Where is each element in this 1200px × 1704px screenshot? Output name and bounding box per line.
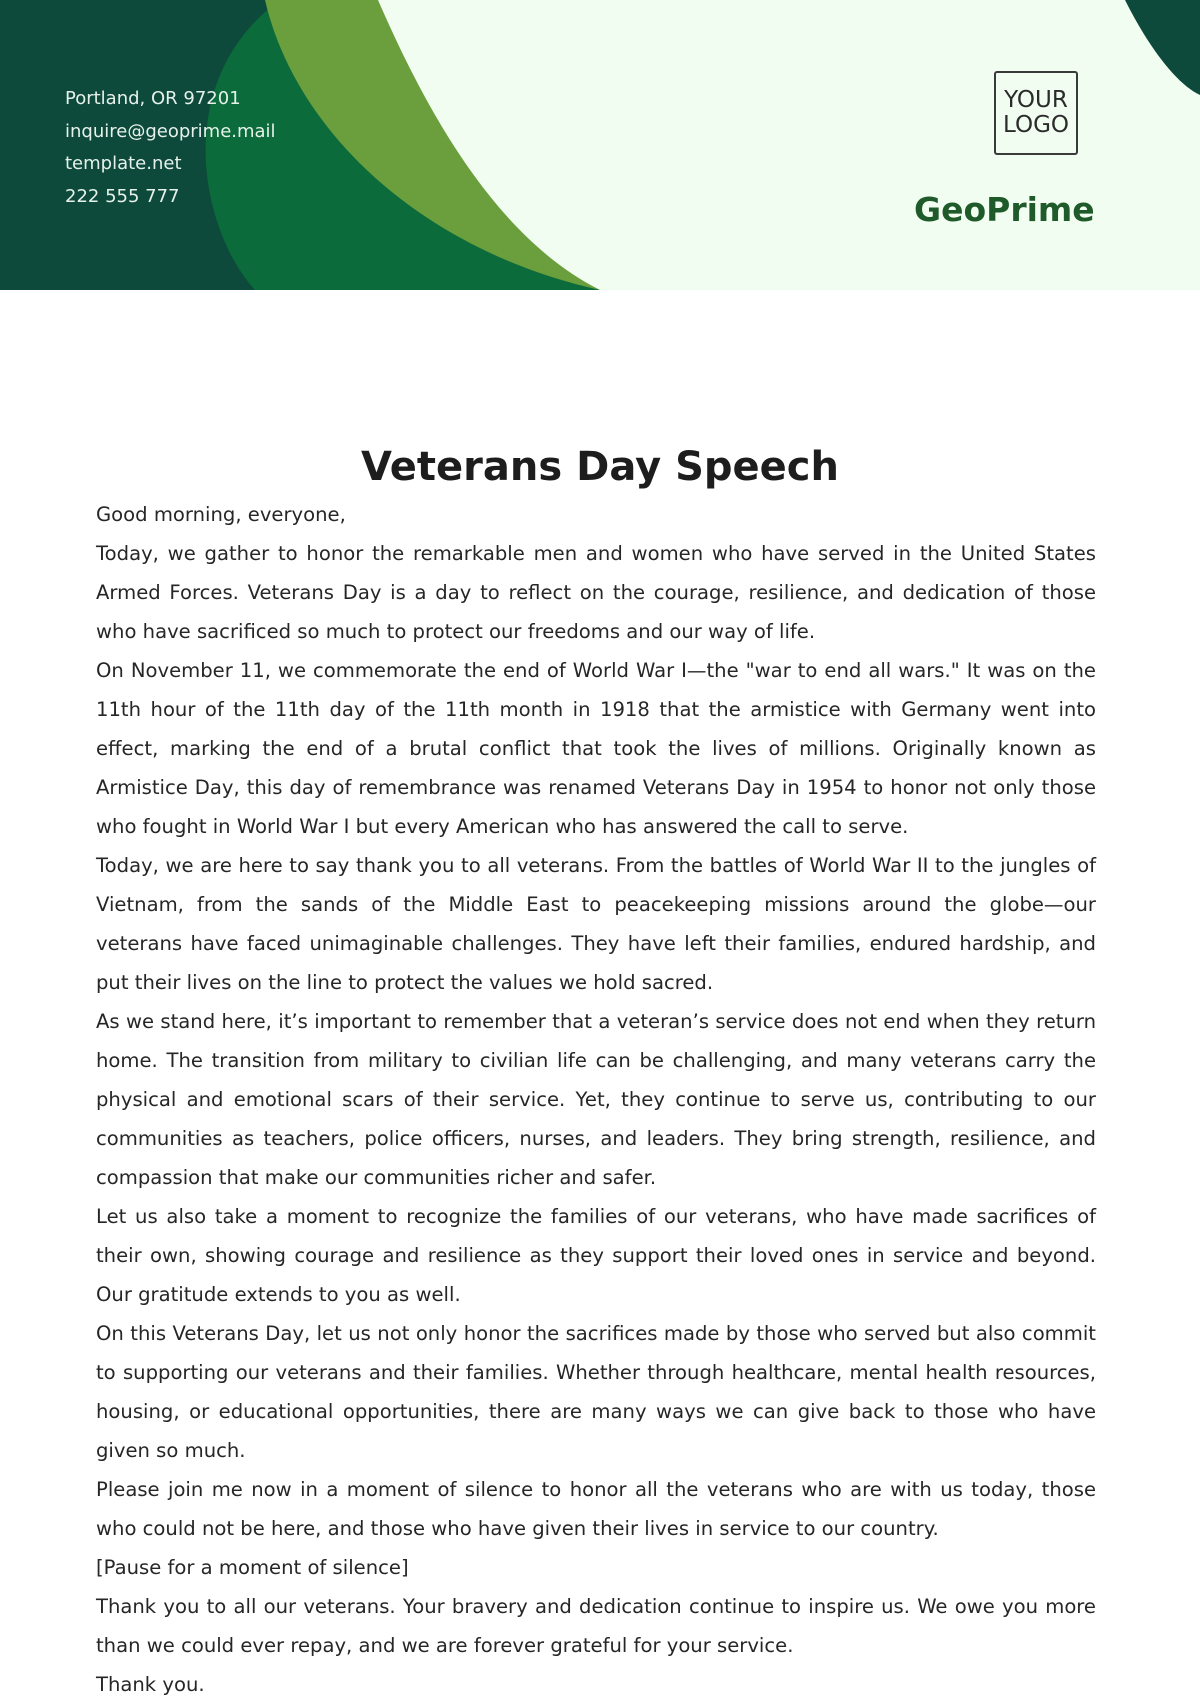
contact-address: Portland, OR 97201: [65, 88, 241, 109]
paragraph: Today, we gather to honor the remarkable men and women who have served in the United States Armed Forces. Veterans Day is a day to reflect on the courage, resilience, and dedication of those who have sacrificed so much to protect our freedoms and our way of life.: [96, 542, 1096, 643]
logo-text-line2: LOGO: [1002, 112, 1070, 138]
paragraph: As we stand here, it’s important to remember that a veteran’s service does not end when they return home. The transition from military to civilian life can be challenging, and many veterans carry the physical and emotional scars of their service. Yet, they continue to serve us, contributing to our communities as teachers, police officers, nurses, and leaders. They bring strength, resilience, and compassion that make our communities richer and safer.: [96, 1010, 1096, 1189]
paragraph: On November 11, we commemorate the end of World War I—the "war to end all wars." It was on the 11th hour of the 11th day of the 11th month in 1918 that the armistice with Germany went into effect, marking the end of a brutal conflict that took the lives of millions. Originally known as Armistice Day, this day of remembrance was renamed Veterans Day in 1954 to honor not only those who fought in World War I but every American who has answered the call to serve.: [96, 659, 1096, 838]
document-title: Veterans Day Speech: [361, 444, 839, 490]
speech-body: [96, 495, 1096, 1704]
paragraph-closing: Thank you.: [96, 1673, 205, 1696]
paragraph: Let us also take a moment to recognize the families of our veterans, who have made sacrifices of their own, showing courage and resilience as they support their loved ones in service and beyond. Our gratitude extends to you as well.: [96, 1205, 1096, 1306]
paragraph: Today, we are here to say thank you to all veterans. From the battles of World War II to the jungles of Vietnam, from the sands of the Middle East to peacekeeping missions around the globe—our veterans have faced unimaginable challenges. They have left their families, endured hardship, and put their lives on the line to protect the values we hold sacred.: [96, 854, 1096, 994]
company-name: GeoPrime: [914, 190, 1095, 229]
paragraph-pause-note: [Pause for a moment of silence]: [96, 1556, 409, 1579]
paragraph-greeting: Good morning, everyone,: [96, 503, 346, 526]
contact-info: [65, 83, 276, 213]
paragraph: Thank you to all our veterans. Your bravery and dedication continue to inspire us. We owe you more than we could ever repay, and we are forever grateful for your service.: [96, 1595, 1096, 1657]
logo-placeholder: [994, 71, 1078, 155]
logo-text-line1: YOUR: [1004, 87, 1068, 113]
contact-phone: 222 555 777: [65, 185, 180, 207]
paragraph: On this Veterans Day, let us not only honor the sacrifices made by those who served but also commit to supporting our veterans and their families. Whether through healthcare, mental health resources, housing, or educational opportunities, there are many ways we can give back to those who have given so much.: [96, 1322, 1096, 1462]
letterhead: [0, 0, 1200, 290]
contact-website: template.net: [65, 153, 182, 174]
contact-email: inquire@geoprime.mail: [65, 120, 276, 142]
paragraph: Please join me now in a moment of silence to honor all the veterans who are with us today, those who could not be here, and those who have given their lives in service to our country.: [96, 1478, 1096, 1540]
